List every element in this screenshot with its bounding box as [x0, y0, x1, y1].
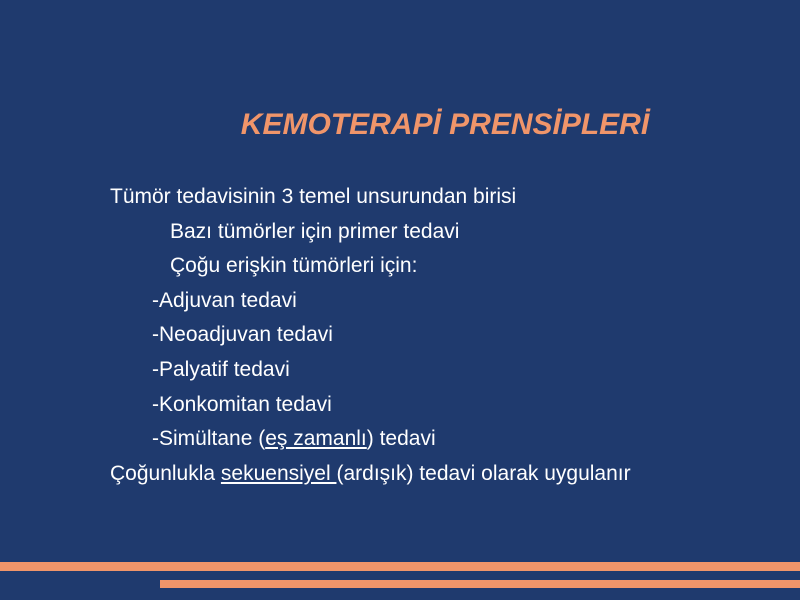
accent-bar-top	[0, 562, 800, 571]
closing-underlined: sekuensiyel	[220, 461, 337, 485]
simultane-underlined: eş zamanlı	[265, 427, 367, 451]
accent-bar-bottom	[160, 580, 800, 588]
list-item: -Neoadjuvan tedavi	[152, 323, 333, 347]
slide-title: KEMOTERAPİ PRENSİPLERİ	[240, 108, 650, 141]
list-item: -Adjuvan tedavi	[152, 288, 297, 312]
bullet-item	[110, 215, 631, 250]
bullet-item	[110, 249, 631, 284]
simultane-suffix: ) tedavi	[366, 427, 436, 451]
slide-body	[110, 180, 631, 491]
closing-line	[110, 457, 631, 492]
intro-line: Tümör tedavisinin 3 temel unsurundan birisi	[110, 185, 517, 208]
list-item: -Konkomitan tedavi	[152, 392, 332, 416]
list-item: -Palyatif tedavi	[152, 357, 290, 381]
simultane-prefix: -Simültane (	[152, 427, 266, 451]
bullet-text: Bazı tümörler için primer tedavi	[170, 219, 460, 243]
closing-prefix: Çoğunlukla	[110, 461, 221, 485]
bullet-text: Çoğu erişkin tümörleri için:	[170, 254, 418, 278]
closing-suffix: (ardışık) tedavi olarak uygulanır	[336, 461, 631, 485]
list-item	[110, 422, 631, 457]
